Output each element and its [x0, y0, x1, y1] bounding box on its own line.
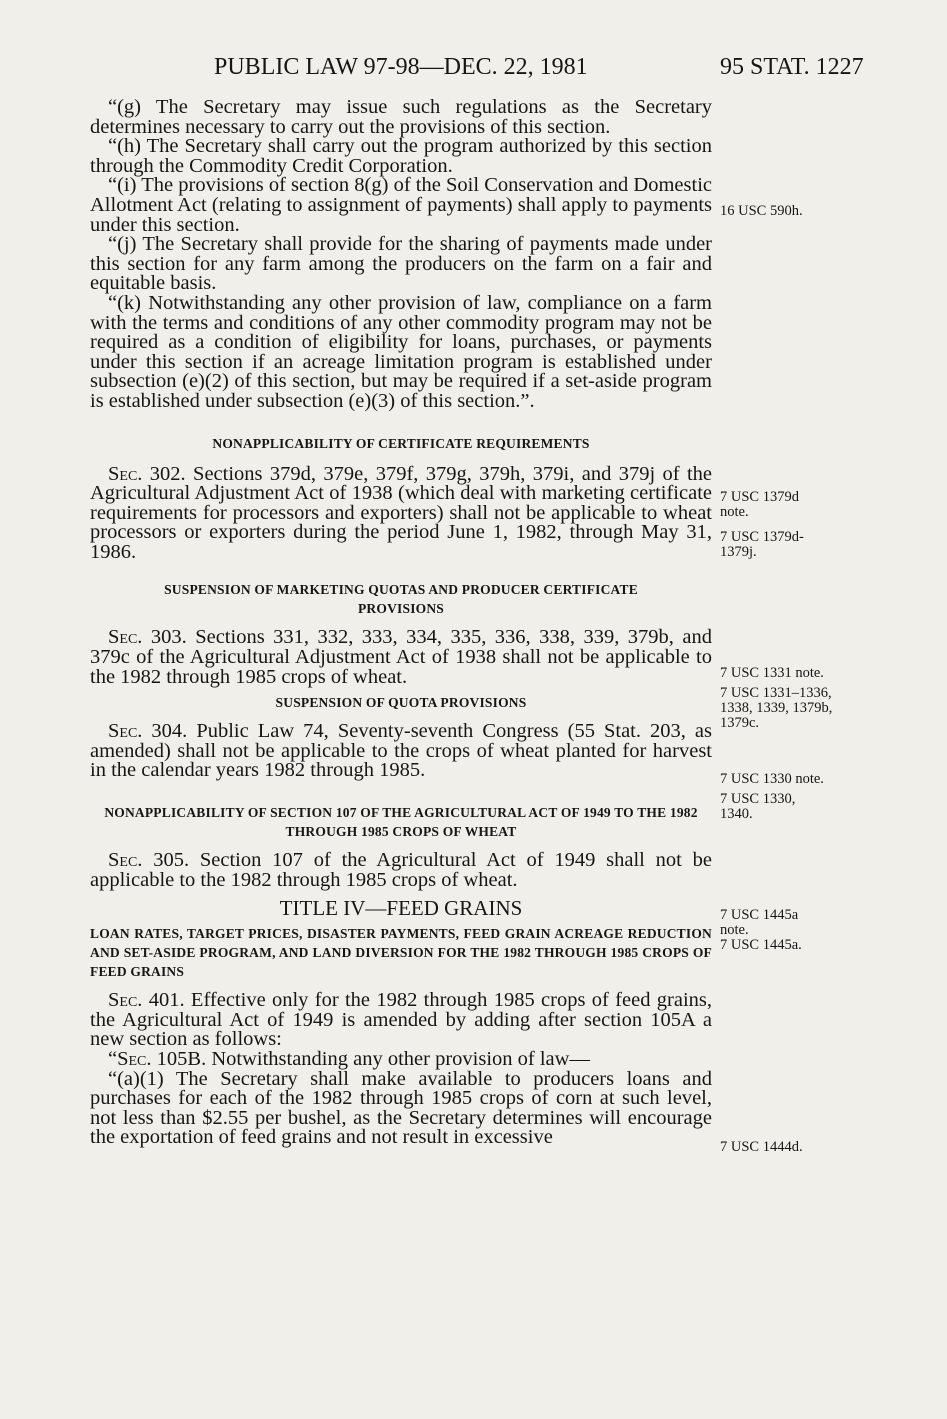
margin-note: 7 USC 1379d-1379j. — [720, 529, 804, 560]
sec-text: Effective only for the 1982 through 1985 crops of feed grains, the Agricultural Act of 1949 is amended by adding after section 105A a new section as follows: — [90, 989, 712, 1051]
sec-label: Sec. 305. — [108, 849, 190, 872]
sec-label: Sec. 304. — [108, 720, 188, 743]
sec-105b — [90, 1050, 712, 1070]
sec-text: Notwithstanding any other provision of law— — [206, 1048, 590, 1070]
page-number: 95 STAT. 1227 — [720, 54, 864, 80]
para-i: “(i) The provisions of section 8(g) of the Soil Conservation and Domestic Allotment Act (relating to assignment of payments) shall apply to payments under this section. — [90, 174, 712, 236]
sec-303 — [90, 628, 712, 687]
para-g: “(g) The Secretary may issue such regulations as the Secretary determines necessary to carry out the provisions of this section. — [90, 96, 712, 138]
para-j: “(j) The Secretary shall provide for the sharing of payments made under this section for any farm among the producers on the farm on a fair and equitable basis. — [90, 233, 712, 295]
sec-label: Sec. 401. — [108, 989, 185, 1012]
section-heading: NONAPPLICABILITY OF CERTIFICATE REQUIREMENTS — [212, 435, 590, 451]
header-title: PUBLIC LAW 97-98—DEC. 22, 1981 — [214, 54, 588, 80]
sec-text: Public Law 74, Seventy-seventh Congress (55 Stat. 203, as amended) shall not be applicable to the crops of wheat planted for harvest in the calendar years 1982 through 1985. — [90, 720, 712, 782]
section-heading: SUSPENSION OF MARKETING QUOTAS AND PRODUCER CERTIFICATE PROVISIONS — [164, 582, 638, 617]
margin-note: 7 USC 1444d. — [720, 1139, 803, 1155]
margin-note: 7 USC 1445a. — [720, 937, 802, 953]
sec-text: Section 107 of the Agricultural Act of 1949 shall not be applicable to the 1982 through 1985 crops of wheat. — [90, 849, 712, 891]
para-a1: “(a)(1) The Secretary shall make available to producers loans and purchases for each of the 1982 through 1985 crops of corn at such level, not less than $2.55 per bushel, as the Secretary determines will encourage the exportation of feed grains and not result in excessive — [90, 1067, 712, 1149]
sec-304 — [90, 722, 712, 781]
section-heading: SUSPENSION OF QUOTA PROVISIONS — [275, 695, 527, 711]
sec-401 — [90, 991, 712, 1050]
para-k: “(k) Notwithstanding any other provision of law, compliance on a farm with the terms and conditions of any other commodity program may not be required as a condition of eligibility for loans, purchases, or payments under this section if an acreage limitation program is established under subsection (e)(2) of this section, but may be required if a set-aside program is established under subsection (e)(3) of this section.”. — [90, 291, 712, 412]
margin-note: 7 USC 1330, 1340. — [720, 791, 796, 822]
margin-note: 16 USC 590h. — [720, 203, 803, 219]
margin-note: 7 USC 1331 note. — [720, 665, 824, 681]
sec-302 — [90, 462, 712, 563]
sec-305 — [90, 851, 712, 890]
margin-note: 7 USC 1445a note. — [720, 907, 799, 938]
sec-text: Sections 379d, 379e, 379f, 379g, 379h, 379i, and 379j of the Agricultural Adjustment Act of 1938 (which deal with marketing certificate requirements for processors and exporters) shall not be applicable to wheat processors or exporters during the period June 1, 1982, through May 31, 1986. — [90, 462, 712, 563]
sec-label: Sec. 303. — [108, 626, 187, 649]
section-heading: NONAPPLICABILITY OF SECTION 107 OF THE AGRICULTURAL ACT OF 1949 TO THE 1982 THROUGH 1985 CROPS OF WHEAT — [104, 805, 698, 840]
body-text — [90, 98, 712, 1148]
section-heading: LOAN RATES, TARGET PRICES, DISASTER PAYMENTS, FEED GRAIN ACREAGE REDUCTION AND SET-ASIDE PROGRAM, AND LAND DIVERSION FOR THE 1982 THROUGH 1985 CROPS OF FEED GRAINS — [90, 926, 712, 980]
sec-label: “Sec. 105B. — [108, 1048, 207, 1070]
para-h: “(h) The Secretary shall carry out the program authorized by this section through the Commodity Credit Corporation. — [90, 135, 712, 177]
sec-label: Sec. 302. — [108, 462, 186, 485]
margin-note: 7 USC 1331–1336, 1338, 1339, 1379b, 1379c. — [720, 685, 833, 731]
sec-text: Sections 331, 332, 333, 334, 335, 336, 338, 339, 379b, and 379c of the Agricultural Adjustment Act of 1938 shall not be applicable to the 1982 through 1985 crops of wheat. — [90, 626, 712, 688]
title-heading: TITLE IV—FEED GRAINS — [279, 896, 523, 921]
margin-note: 7 USC 1379d note. — [720, 489, 799, 520]
margin-note: 7 USC 1330 note. — [720, 771, 824, 787]
